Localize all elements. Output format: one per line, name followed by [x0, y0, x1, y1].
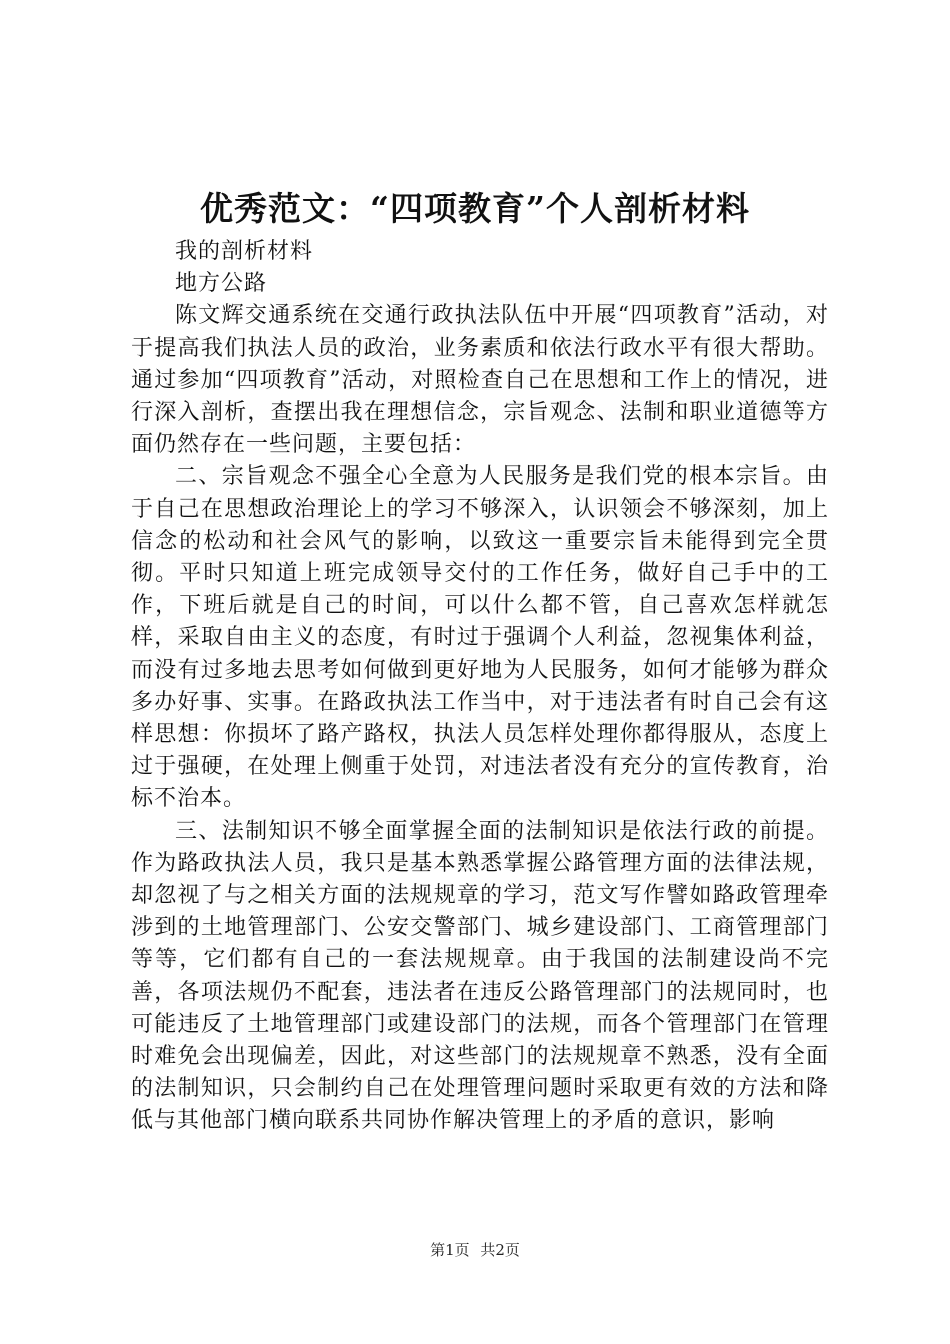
paragraph-section-three: 三、法制知识不够全面掌握全面的法制知识是依法行政的前提。作为路政执法人员，我只是基本熟悉掌握公路管理方面的法律法规，却忽视了与之相关方面的法规规章的学习，范文写作譬如路政管理牵涉到的土地管理部门、公安交警部门、城乡建设部门、工商管理部门等等，它们都有自己的一套法规规章。由于我国的法制建设尚不完善，各项法规仍不配套，违法者在违反公路管理部门的法规同时，也可能违反了土地管理部门或建设部门的法规，而各个管理部门在管理时难免会出现偏差，因此，对这些部门的法规规章不熟悉，没有全面的法制知识，只会制约自己在处理管理问题时采取更有效的方法和降低与其他部门横向联系共同协作解决管理上的矛盾的意识，影响 [131, 818, 829, 1134]
paragraph-subtitle: 我的剖析材料 [175, 239, 314, 264]
document-body [131, 236, 829, 1138]
paragraph-intro: 陈文辉交通系统在交通行政执法队伍中开展“四项教育”活动，对于提高我们执法人员的政治，业务素质和依法行政水平有很大帮助。通过参加“四项教育”活动，对照检查自己在思想和工作上的情况，进行深入剖析，查摆出我在理想信念，宗旨观念、法制和职业道德等方面仍然存在一些问题，主要包括： [131, 303, 829, 458]
paragraph-section-two: 二、宗旨观念不强全心全意为人民服务是我们党的根本宗旨。由于自己在思想政治理论上的学习不够深入，认识领会不够深刻，加上信念的松动和社会风气的影响，以致这一重要宗旨未能得到完全贯彻。平时只知道上班完成领导交付的工作任务，做好自己手中的工作，下班后就是自己的时间，可以什么都不管，自己喜欢怎样就怎样，采取自由主义的态度，有时过于强调个人利益，忽视集体利益，而没有过多地去思考如何做到更好地为人民服务，如何才能够为群众多办好事、实事。在路政执法工作当中，对于违法者有时自己会有这样思想：你损坏了路产路权，执法人员怎样处理你都得服从，态度上过于强硬，在处理上侧重于处罚，对违法者没有充分的宣传教育，治标不治本。 [131, 464, 829, 812]
paragraph-author-unit: 地方公路 [175, 271, 268, 297]
page-total: 共2页 [480, 1241, 520, 1259]
document-title: 优秀范文：“四项教育”个人剖析材料 [200, 189, 750, 228]
page-number: 第1页 [430, 1241, 470, 1259]
page-footer [0, 1240, 950, 1260]
